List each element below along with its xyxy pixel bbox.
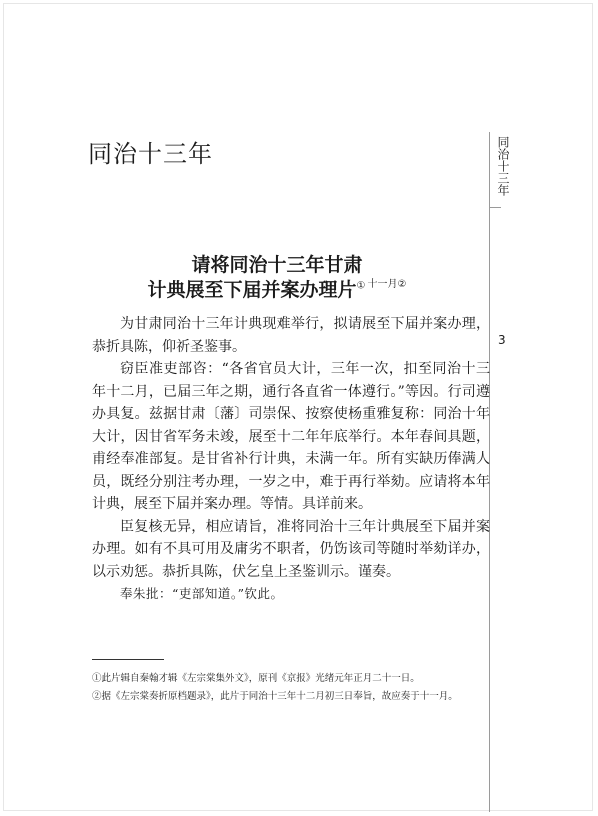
document-title-line-1 [92,250,462,277]
footnote-2: ②据《左宗棠奏折原档题录》，此片于同治十三年十二月初三日奉旨，故应奏于十一月。 [92,691,458,702]
date-note-text: 十一月 [367,279,398,290]
footnotes [92,670,492,706]
footnote-rule [92,659,164,660]
title-text-2: 计典展至下届并案办理片 [147,279,357,301]
chapter-heading: 同治十三年 [88,140,213,168]
running-head: 同治十三年 [496,136,510,196]
paragraph: 为甘肃同治十三年计典现难举行，拟请展至下届并案办理，恭折具陈，仰祈圣鉴事。 [92,316,490,355]
page-number: 3 [498,333,506,347]
footnote-ref-1: ① [356,280,366,292]
paragraph: 臣复核无异，相应请旨，准将同治十三年计典展至下届并案办理。如有不具可用及庸劣不职者，仍饬该司等随时举劾详办，以示劝惩。恭折具陈，伏乞皇上圣鉴训示。谨奏。 [92,518,490,580]
imperial-rescript: 奉朱批：“吏部知道。”钦此。 [120,586,284,601]
paragraph: 窃臣准吏部咨：“各省官员大计，三年一次，扣至同治十三年十二月，已届三年之期，通行各直省一体遵行。”等因。行司遵办具复。兹据甘肃〔藩〕司崇保、按察使杨重雅复称：同治十年大计，因甘省军务未竣，展至十二年年底举行。本年春间具题，甫经奉准部复。是甘省补行计典，未满一年。所有实缺历俸满人员，既经分别注考办理，一岁之中，难于再行举劾。应请将本年计典，展至下届并案办理。等情。具详前来。 [92,361,490,512]
date-note [368,279,407,290]
footnote-ref-2: ② [397,279,407,290]
body-text [92,313,490,606]
margin-tab [489,207,501,208]
title-text-1: 请将同治十三年甘肃 [191,254,363,276]
document-title-line-2 [92,275,462,302]
footnote-1: ①此片辑自秦翰才辑《左宗棠集外文》，原刊《京报》光绪元年正月二十一日。 [92,673,420,684]
